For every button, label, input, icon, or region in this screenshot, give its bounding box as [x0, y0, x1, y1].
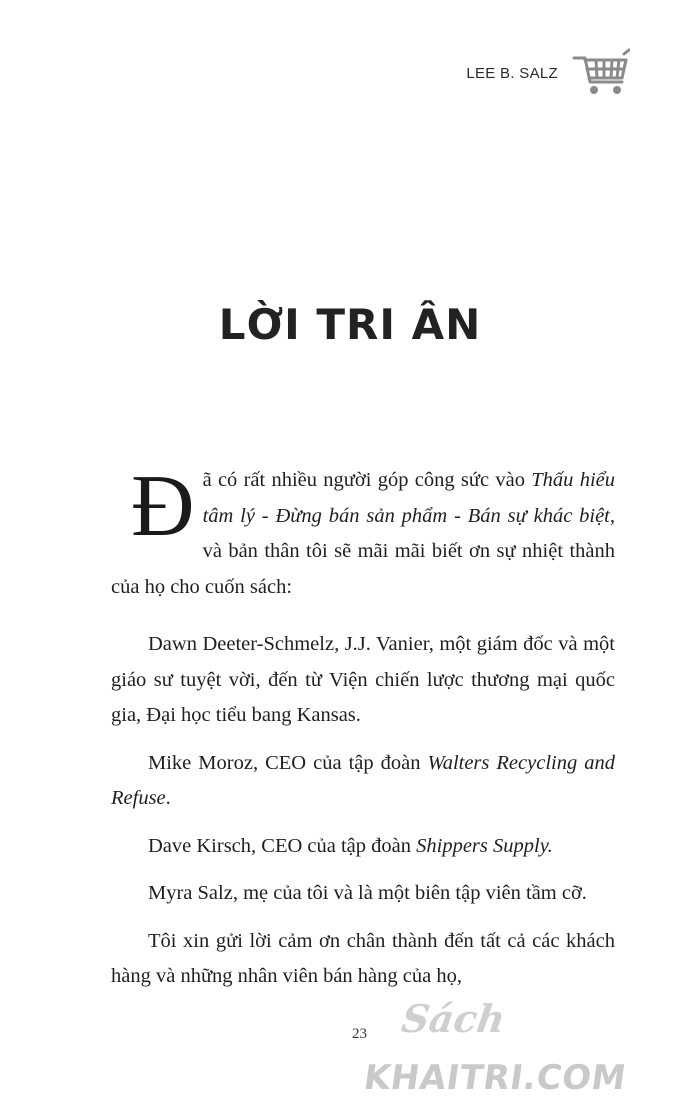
paragraph-acknowledgement-2	[111, 746, 615, 817]
paragraph-acknowledgement-2-text: Mike Moroz, CEO của tập đoàn	[148, 751, 428, 774]
running-header-author: LEE B. SALZ	[466, 64, 558, 82]
company-name-italic: Shippers Supply.	[416, 834, 553, 857]
company-name-italic: Walters Recycling and Refuse	[111, 751, 615, 809]
running-header	[466, 48, 630, 98]
paragraph-acknowledgement-5: Tôi xin gửi lời cảm ơn chân thành đến tất cả các khách hàng và những nhân viên bán hàng của họ,	[111, 929, 615, 987]
paragraph-acknowledgement-4: Myra Salz, mẹ của tôi và là một biên tập viên tầm cỡ.	[148, 882, 587, 904]
paragraph-intro-text-2: , và bản thân tôi sẽ mãi mãi biết ơn sự nhiệt thành của họ cho cuốn sách:	[111, 504, 615, 598]
shopping-cart-icon	[572, 48, 630, 98]
drop-cap: Đ	[131, 458, 195, 555]
page-footer	[352, 996, 682, 1110]
paragraph-intro-text-1: ã có rất nhiều người góp công sức vào	[202, 469, 532, 491]
watermark-logo-text: KHAITRI.COM	[361, 1058, 629, 1098]
paragraph-acknowledgement-2-end: .	[165, 787, 171, 809]
paragraph-acknowledgement-3	[111, 829, 615, 865]
paragraph-acknowledgement-3-text: Dave Kirsch, CEO của tập đoàn	[148, 834, 417, 857]
book-title-italic: Thấu hiểu tâm lý - Đừng bán sản phẩm - Bán sự khác biệt	[202, 469, 615, 527]
chapter-title: LỜI TRI ÂN	[218, 300, 482, 349]
watermark-logo-script: Sách	[398, 996, 509, 1041]
paragraph-intro	[111, 458, 615, 605]
body-text	[111, 458, 615, 1007]
page-number: 23	[352, 1026, 367, 1042]
paragraph-acknowledgement-1: Dawn Deeter-Schmelz, J.J. Vanier, một giám đốc và một giáo sư tuyệt vời, đến từ Viện chiến lược thương mại quốc gia, Đại học tiểu bang Kansas.	[111, 633, 615, 726]
